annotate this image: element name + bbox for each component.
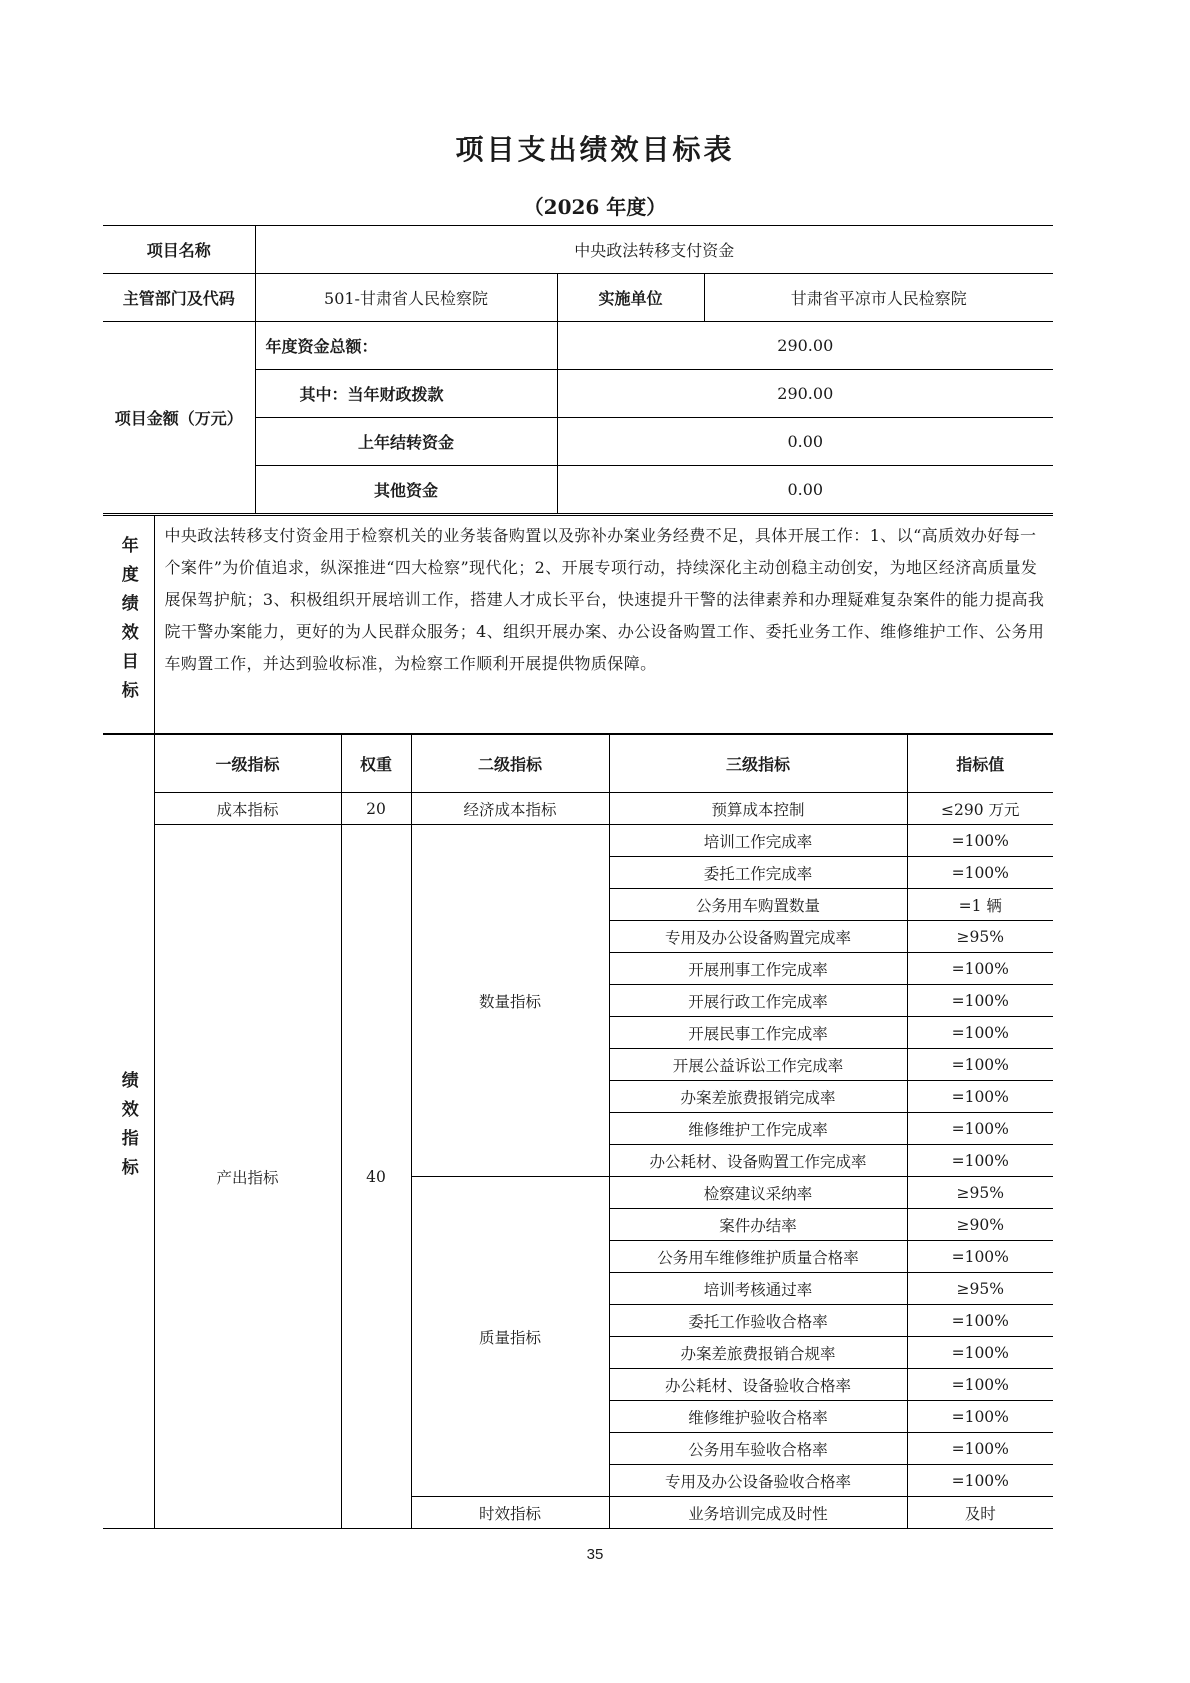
level3-indicator-name: 公务用车购置数量: [609, 889, 907, 921]
indicator-target-value: =100%: [907, 1305, 1053, 1337]
label-performance-indicators: [103, 734, 154, 1529]
indicator-target-value: ≥95%: [907, 1177, 1053, 1209]
header-level1: 一级指标: [154, 734, 341, 793]
level3-indicator-name: 办公耗材、设备购置工作完成率: [609, 1145, 907, 1177]
level3-indicator-name: 案件办结率: [609, 1209, 907, 1241]
indicator-target-value: =100%: [907, 1241, 1053, 1273]
indicator-header-row: [103, 734, 1053, 793]
value-project-name: 中央政法转移支付资金: [255, 226, 1053, 274]
indicator-target-value: =100%: [907, 1081, 1053, 1113]
indicator-target-value: =100%: [907, 1401, 1053, 1433]
annual-goal-text: 中央政法转移支付资金用于检察机关的业务装备购置以及弥补办案业务经费不足，具体开展工作：1、以“高质效办好每一个案件”为价值追求，纵深推进“四大检察”现代化；2、开展专项行动，持续深化主动创稳主动创安，为地区经济高质量发展保驾护航；3、积极组织开展培训工作，搭建人才成长平台，快速提升干警的法律素养和办理疑难复杂案件的能力提高我院干警办案能力，更好的为人民群众服务；4、组织开展办案、办公设备购置工作、委托业务工作、维修维护工作、公务用车购置工作，并达到验收标准，为检察工作顺利开展提供物质保障。: [154, 516, 1053, 735]
level2-quality: 质量指标: [411, 1177, 609, 1497]
level2-quantity: 数量指标: [411, 825, 609, 1177]
level3-indicator-name: 培训工作完成率: [609, 825, 907, 857]
indicator-target-value: =100%: [907, 1113, 1053, 1145]
header-level2: 二级指标: [411, 734, 609, 793]
project-info-table: [103, 225, 1053, 514]
label-amount-other: 其他资金: [255, 466, 557, 514]
annual-goal-table: [103, 515, 1053, 735]
row-project-name: [103, 226, 1053, 274]
performance-indicator-table: [103, 733, 1053, 1529]
indicator-target-value: =100%: [907, 825, 1053, 857]
level3-indicator-name: 公务用车维修维护质量合格率: [609, 1241, 907, 1273]
value-amount-fiscal: 290.00: [557, 370, 1053, 418]
indicator-target-value: =100%: [907, 985, 1053, 1017]
level3-indicator-name: 公务用车验收合格率: [609, 1433, 907, 1465]
performance-indicators-vertical-label: 绩效指标: [117, 1071, 138, 1187]
label-annual-goal: [103, 516, 154, 735]
page-title: 项目支出绩效目标表: [455, 133, 735, 166]
indicator-target-value: =100%: [907, 1017, 1053, 1049]
cost-level1: 成本指标: [154, 793, 341, 825]
level3-indicator-name: 委托工作验收合格率: [609, 1305, 907, 1337]
indicator-target-value: ≥90%: [907, 1209, 1053, 1241]
level3-indicator-name: 开展公益诉讼工作完成率: [609, 1049, 907, 1081]
level3-indicator-name: 开展民事工作完成率: [609, 1017, 907, 1049]
row-amount-total: [103, 322, 1053, 370]
level3-indicator-name: 检察建议采纳率: [609, 1177, 907, 1209]
label-project-amount: 项目金额（万元）: [103, 322, 255, 514]
level3-indicator-name: 办案差旅费报销完成率: [609, 1081, 907, 1113]
level3-indicator-name: 办案差旅费报销合规率: [609, 1337, 907, 1369]
indicator-row: [103, 825, 1053, 857]
page-subtitle-year: （2026 年度）: [523, 195, 667, 219]
level3-indicator-name: 培训考核通过率: [609, 1273, 907, 1305]
level3-indicator-name: 开展行政工作完成率: [609, 985, 907, 1017]
label-implementing-unit: 实施单位: [557, 274, 704, 322]
level3-indicator-name: 办公耗材、设备验收合格率: [609, 1369, 907, 1401]
indicator-target-value: =100%: [907, 1145, 1053, 1177]
label-amount-carryover: 上年结转资金: [255, 418, 557, 466]
header-weight: 权重: [341, 734, 411, 793]
page-number: 35: [586, 1546, 604, 1563]
output-level1: 产出指标: [154, 825, 341, 1529]
header-value: 指标值: [907, 734, 1053, 793]
cost-weight: 20: [341, 793, 411, 825]
level3-indicator-name: 维修维护验收合格率: [609, 1401, 907, 1433]
value-amount-other: 0.00: [557, 466, 1053, 514]
annual-goal-vertical-label: 年度绩效目标: [117, 536, 138, 710]
level3-indicator-name: 维修维护工作完成率: [609, 1113, 907, 1145]
cost-level2: 经济成本指标: [411, 793, 609, 825]
indicator-target-value: ≥95%: [907, 921, 1053, 953]
row-annual-goal: [103, 516, 1053, 735]
value-implementing-unit: 甘肃省平凉市人民检察院: [704, 274, 1053, 322]
label-amount-fiscal: 其中：当年财政拨款: [255, 370, 557, 418]
label-amount-total: 年度资金总额：: [255, 322, 557, 370]
indicator-target-value: =100%: [907, 1337, 1053, 1369]
level2-timeliness: 时效指标: [411, 1497, 609, 1529]
indicator-rows: [103, 734, 1053, 1529]
indicator-target-value: =1 辆: [907, 889, 1053, 921]
level3-indicator-name: 业务培训完成及时性: [609, 1497, 907, 1529]
indicator-target-value: =100%: [907, 1049, 1053, 1081]
level3-indicator-name: 开展刑事工作完成率: [609, 953, 907, 985]
header-level3: 三级指标: [609, 734, 907, 793]
indicator-target-value: =100%: [907, 953, 1053, 985]
indicator-target-value: =100%: [907, 1465, 1053, 1497]
level3-indicator-name: 专用及办公设备验收合格率: [609, 1465, 907, 1497]
level3-indicator-name: 专用及办公设备购置完成率: [609, 921, 907, 953]
value-department: 501-甘肃省人民检察院: [255, 274, 557, 322]
indicator-target-value: =100%: [907, 857, 1053, 889]
cost-value: ≤290 万元: [907, 793, 1053, 825]
label-department: 主管部门及代码: [103, 274, 255, 322]
value-amount-carryover: 0.00: [557, 418, 1053, 466]
indicator-target-value: =100%: [907, 1369, 1053, 1401]
value-amount-total: 290.00: [557, 322, 1053, 370]
cost-level3: 预算成本控制: [609, 793, 907, 825]
label-project-name: 项目名称: [103, 226, 255, 274]
indicator-row-cost: [103, 793, 1053, 825]
row-department: [103, 274, 1053, 322]
level3-indicator-name: 委托工作完成率: [609, 857, 907, 889]
output-weight: 40: [341, 825, 411, 1529]
indicator-target-value: ≥95%: [907, 1273, 1053, 1305]
indicator-target-value: 及时: [907, 1497, 1053, 1529]
indicator-target-value: =100%: [907, 1433, 1053, 1465]
